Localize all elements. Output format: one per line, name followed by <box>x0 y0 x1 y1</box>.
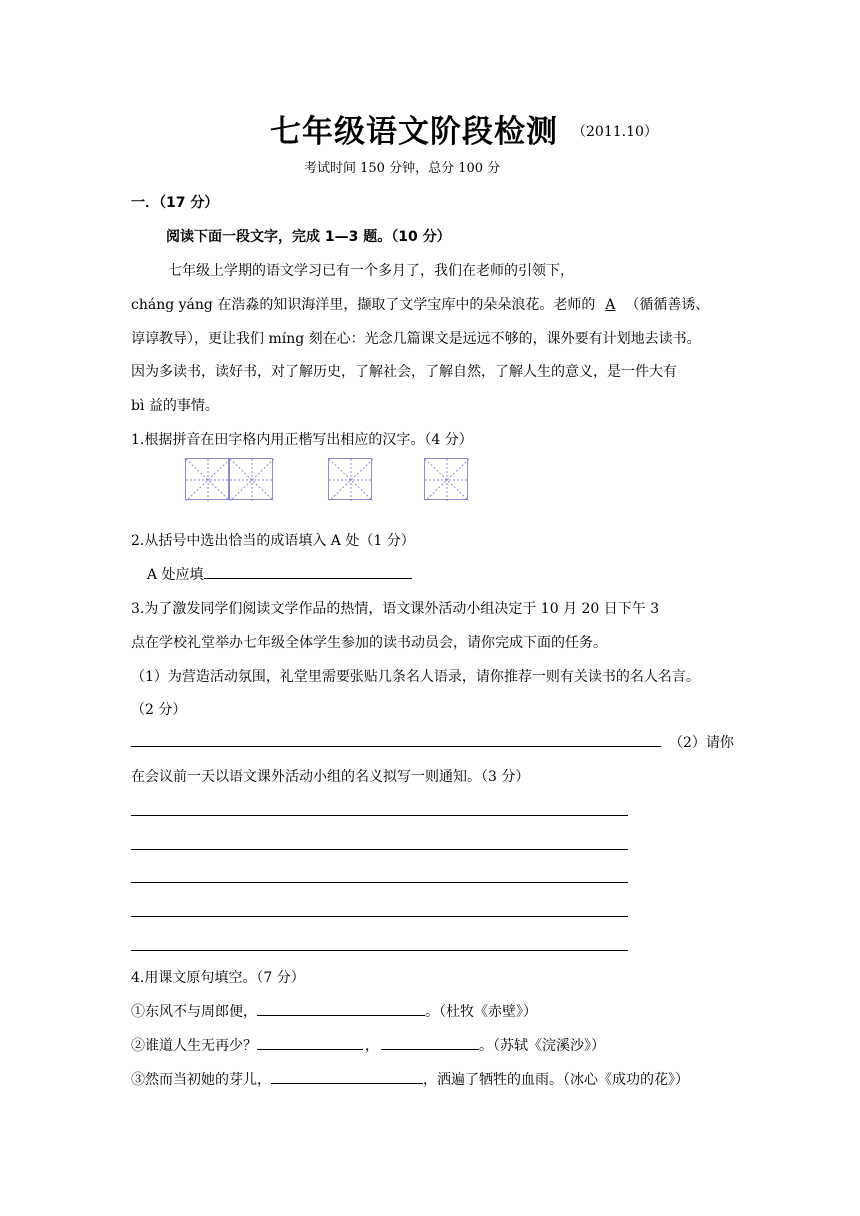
passage-line-2-text: cháng yáng 在浩淼的知识海洋里，撷取了文学宝库中的朵朵浪花。老师的 <box>131 297 596 313</box>
q4-2-source: 。（苏轼《浣溪沙》） <box>479 1038 605 1054</box>
q4-2-blank-2[interactable] <box>381 1035 479 1050</box>
q2-answer-row <box>147 564 412 584</box>
question-1: 1.根据拼音在田字格内用正楷写出相应的汉字。（4 分） <box>131 432 473 448</box>
passage-line-3: 谆谆教导），更让我们 míng 刻在心：光念几篇课文是远远不够的，课外要有计划地去读书。 <box>131 331 701 347</box>
q4-1-prompt: ①东风不与周郎便， <box>131 1004 257 1020</box>
tianzige-box-1[interactable] <box>185 458 229 500</box>
notice-answer-line-5[interactable] <box>131 950 628 951</box>
q2-answer-label: A 处应填 <box>147 567 204 583</box>
tianzige-box-4[interactable] <box>424 458 468 500</box>
section-heading: 一．（17 分） <box>131 195 219 211</box>
tianzige-box-2[interactable] <box>229 458 273 500</box>
q4-3-prompt: ③然而当初她的芽儿， <box>131 1072 271 1088</box>
q4-1-blank[interactable] <box>257 1001 425 1016</box>
page-title: 七年级语文阶段检测 <box>270 114 558 150</box>
q4-2-blank-1[interactable] <box>257 1035 363 1050</box>
question-3-1-line-1: （1）为营造活动氛围，礼堂里需要张贴几条名人语录，请你推荐一则有关读书的名人名言。 <box>131 669 700 685</box>
question-4-2 <box>131 1035 605 1055</box>
passage-line-5: bì 益的事情。 <box>131 398 219 414</box>
exam-date: （2011.10） <box>572 124 658 140</box>
question-3-2-start: （2）请你 <box>669 735 734 751</box>
exam-info: 考试时间 150 分钟，总分 100 分 <box>304 161 501 176</box>
notice-answer-line-4[interactable] <box>131 916 628 917</box>
notice-answer-line-1[interactable] <box>131 815 628 816</box>
question-2: 2.从括号中选出恰当的成语填入 A 处（1 分） <box>131 533 415 549</box>
notice-answer-line-3[interactable] <box>131 882 628 883</box>
q4-3-blank[interactable] <box>271 1069 423 1084</box>
tianzige-box-3[interactable] <box>328 458 372 500</box>
passage-line-2-end: （循循善诱、 <box>625 297 710 313</box>
q4-3-source: ，洒遍了牺牲的血雨。（冰心《成功的花》） <box>423 1072 689 1088</box>
passage-line-1: 七年级上学期的语文学习已有一个多月了，我们在老师的引领下， <box>168 263 574 279</box>
question-4: 4.用课文原句填空。（7 分） <box>131 970 305 986</box>
question-3-2-line-2: 在会议前一天以语文课外活动小组的名义拟写一则通知。（3 分） <box>131 769 530 785</box>
q3-1-answer-line[interactable] <box>131 746 661 747</box>
passage-line-2 <box>131 294 709 314</box>
question-3-line-1: 3.为了激发同学们阅读文学作品的热情，语文课外活动小组决定于 10 月 20 日下午 3 <box>131 601 660 617</box>
q4-1-source: 。（杜牧《赤壁》） <box>425 1004 537 1020</box>
passage-line-4: 因为多读书，读好书，对了解历史，了解社会，了解自然，了解人生的意义，是一件大有 <box>131 364 677 380</box>
q4-2-prompt: ②谁道人生无再少？ <box>131 1038 257 1054</box>
question-3-1-line-2: （2 分） <box>131 702 187 718</box>
notice-answer-line-2[interactable] <box>131 849 628 850</box>
question-4-1 <box>131 1001 537 1021</box>
reading-instruction: 阅读下面一段文字，完成 1—3 题。（10 分） <box>166 229 451 245</box>
q4-2-comma: ， <box>365 1038 379 1054</box>
answer-a-mark: A <box>605 297 616 313</box>
q2-answer-blank[interactable] <box>204 564 412 579</box>
question-3-line-2: 点在学校礼堂举办七年级全体学生参加的读书动员会，请你完成下面的任务。 <box>131 635 607 651</box>
question-4-3 <box>131 1069 689 1089</box>
